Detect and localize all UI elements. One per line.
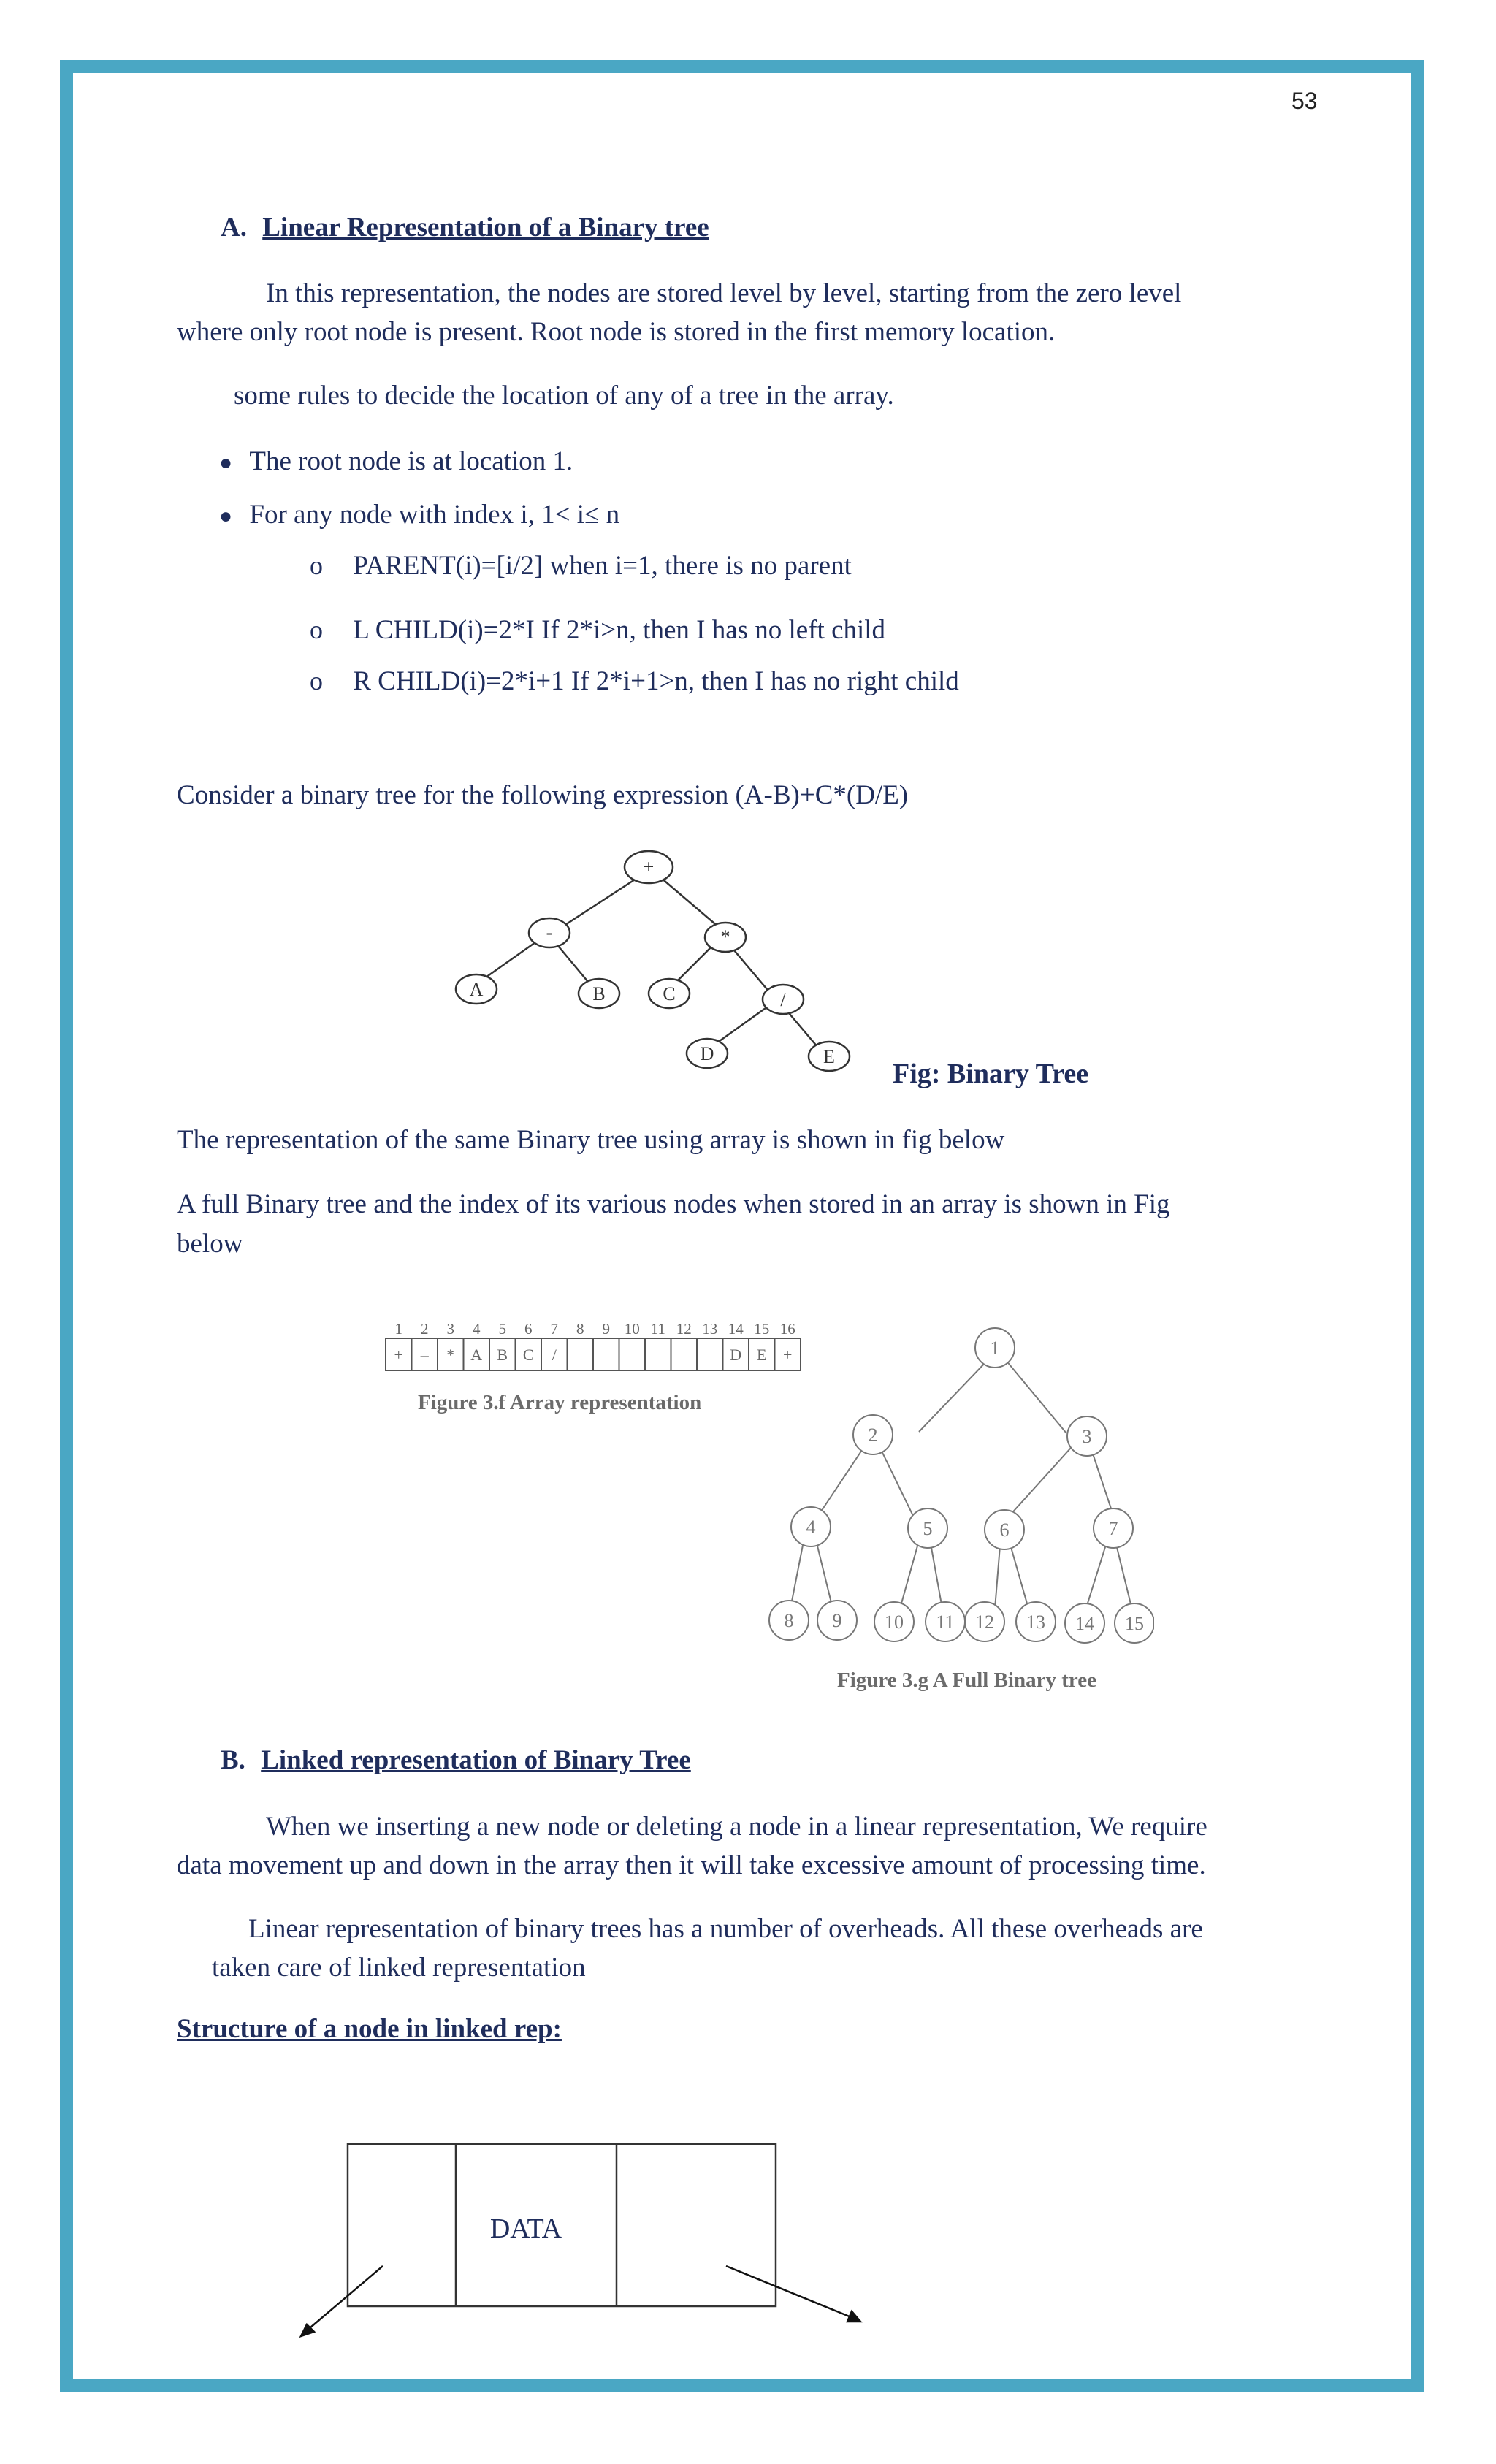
full-tree-node-label: 11	[936, 1611, 955, 1633]
section-a-label: A.	[221, 213, 247, 243]
array-figure-caption: Figure 3.f Array representation	[418, 1391, 702, 1414]
array-index-label: 3	[446, 1320, 454, 1338]
full-tree-node-label: 3	[1082, 1426, 1092, 1447]
array-cell-value: D	[730, 1346, 742, 1364]
section-a-title: Linear Representation of a Binary tree	[262, 213, 709, 243]
array-index-label: 10	[624, 1320, 640, 1338]
section-b-para2-line2: taken care of linked representation	[212, 1953, 586, 1983]
array-cell	[593, 1338, 619, 1370]
bullet-1: ● The root node is at location 1.	[219, 446, 573, 476]
array-cell-value: +	[783, 1346, 793, 1364]
tree-node-label: E	[823, 1046, 835, 1067]
array-cell-value: A	[470, 1346, 483, 1364]
structure-heading: Structure of a node in linked rep:	[177, 2014, 562, 2044]
array-index-label: 2	[421, 1320, 429, 1338]
full-tree-node-label: 13	[1026, 1611, 1045, 1633]
binary-tree-caption: Fig: Binary Tree	[893, 1059, 1089, 1089]
full-tree-node-label: 4	[806, 1517, 816, 1538]
expression-sentence: Consider a binary tree for the following expression (A-B)+C*(D/E)	[177, 780, 909, 810]
array-index-label: 15	[754, 1320, 770, 1338]
full-tree-node-label: 7	[1108, 1518, 1118, 1539]
full-tree-node-label: 14	[1075, 1613, 1094, 1634]
subbullet-2: o L CHILD(i)=2*I If 2*i>n, then I has no left child	[310, 615, 886, 645]
array-cell	[645, 1338, 671, 1370]
bullet-dot-icon: ●	[219, 504, 233, 528]
array-cell-value: B	[497, 1346, 508, 1364]
array-cell-value: *	[446, 1346, 455, 1364]
array-index-label: 7	[550, 1320, 558, 1338]
full-tree-node-label: 6	[999, 1519, 1010, 1541]
tree-node-label: /	[780, 989, 786, 1010]
section-b-para1-line2: data movement up and down in the array then it will take excessive amount of processing time.	[177, 1850, 1206, 1880]
full-tree-node-label: 9	[832, 1610, 842, 1631]
full-tree-node-label: 5	[923, 1518, 933, 1539]
full-tree-caption: Figure 3.g A Full Binary tree	[837, 1668, 1096, 1692]
full-tree-sentence-line1: A full Binary tree and the index of its various nodes when stored in an array is shown in Fig	[177, 1189, 1170, 1219]
section-b-title: Linked representation of Binary Tree	[261, 1745, 691, 1775]
section-a-para-line1: In this representation, the nodes are stored level by level, starting from the zero level	[266, 278, 1182, 308]
tree-node-label: D	[700, 1043, 714, 1064]
circle-bullet-icon: o	[310, 666, 323, 695]
array-index-label: 14	[728, 1320, 744, 1338]
expression-tree-diagram	[438, 840, 877, 1110]
full-tree-node-label: 10	[885, 1611, 904, 1633]
array-index-label: 4	[473, 1320, 481, 1338]
array-index-label: 12	[676, 1320, 692, 1338]
full-tree-node-label: 12	[975, 1611, 994, 1633]
array-cell-value: E	[757, 1346, 767, 1364]
full-tree-node-label: 1	[990, 1338, 1000, 1359]
section-b-label: B.	[221, 1745, 245, 1775]
array-cell	[568, 1338, 594, 1370]
tree-node-label: *	[720, 926, 730, 947]
array-index-label: 1	[394, 1320, 402, 1338]
tree-node-label: -	[546, 922, 553, 943]
circle-bullet-icon: o	[310, 615, 323, 644]
array-index-label: 6	[524, 1320, 533, 1338]
full-tree-node-label: 15	[1125, 1613, 1144, 1634]
bullet-dot-icon: ●	[219, 451, 233, 475]
representation-sentence: The representation of the same Binary tree using array is shown in fig below	[177, 1125, 1005, 1155]
tree-node-label: A	[469, 979, 484, 1000]
array-cell	[671, 1338, 698, 1370]
array-cell-value: +	[394, 1346, 403, 1364]
section-b-para2-line1: Linear representation of binary trees has a number of overheads. All these overheads are	[248, 1914, 1203, 1944]
array-cell-value: C	[522, 1346, 534, 1364]
linked-node-diagram	[292, 2133, 877, 2352]
circle-bullet-icon: o	[310, 551, 323, 580]
rules-intro: some rules to decide the location of any of a tree in the array.	[234, 381, 894, 411]
array-index-label: 13	[702, 1320, 718, 1338]
section-b-heading	[221, 1744, 691, 1776]
subbullet-1: o PARENT(i)=[i/2] when i=1, there is no parent	[310, 551, 852, 581]
full-tree-node-label: 8	[784, 1610, 794, 1631]
array-index-label: 8	[576, 1320, 584, 1338]
section-b-para1-line1: When we inserting a new node or deleting a node in a linear representation, We require	[266, 1812, 1207, 1842]
tree-node-label: B	[592, 983, 606, 1004]
tree-node-label: +	[643, 856, 654, 877]
section-a-heading	[221, 212, 709, 243]
array-index-label: 11	[650, 1320, 665, 1338]
data-field-label: DATA	[489, 2213, 562, 2244]
array-cell	[619, 1338, 646, 1370]
full-tree-node-label: 2	[868, 1424, 878, 1446]
tree-node-label: C	[663, 983, 676, 1004]
array-cell-value: /	[552, 1346, 557, 1364]
array-index-label: 9	[602, 1320, 610, 1338]
array-index-label: 5	[498, 1320, 506, 1338]
array-cell-value: –	[420, 1346, 429, 1364]
bullet-2: ● For any node with index i, 1< i≤ n	[219, 500, 620, 530]
subbullet-3: o R CHILD(i)=2*i+1 If 2*i+1>n, then I has no right child	[310, 666, 959, 696]
page-number: 53	[1291, 88, 1318, 114]
array-index-label: 16	[779, 1320, 795, 1338]
section-a-para-line2: where only root node is present. Root node is stored in the first memory location.	[177, 317, 1056, 347]
full-binary-tree-figure	[760, 1315, 1154, 1666]
array-cell	[697, 1338, 723, 1370]
full-tree-sentence-line2: below	[177, 1229, 243, 1259]
